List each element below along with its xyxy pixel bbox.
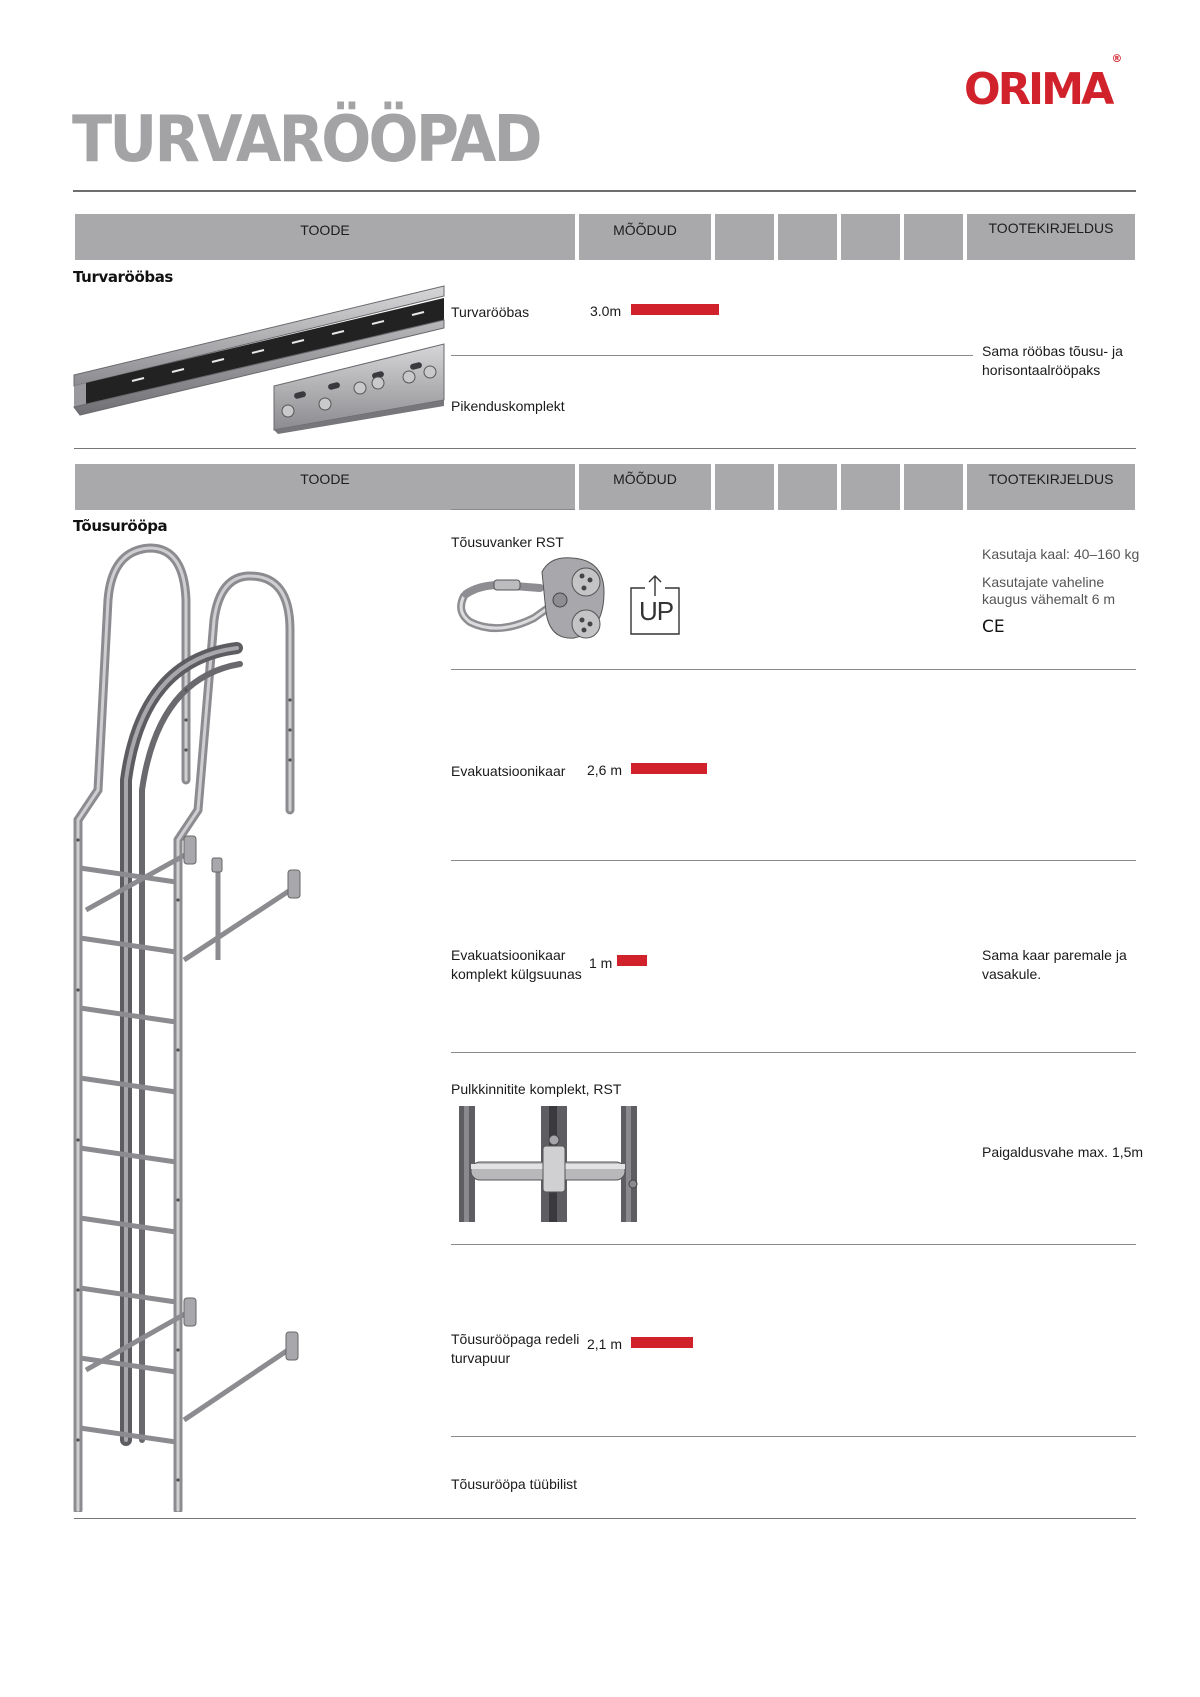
desc-weight: Kasutaja kaal: 40–160 kg xyxy=(982,546,1140,562)
item-name-tousuroopa-tuubilist: Tõusurööpa tüübilist xyxy=(451,1476,578,1492)
up-arrow-icon xyxy=(627,572,681,634)
header-cell-empty xyxy=(715,214,774,260)
row-divider xyxy=(451,1052,1136,1053)
header-underline xyxy=(451,509,575,510)
section1-description: Sama rööbas tõusu- ja horisontaalrööpaks xyxy=(982,343,1123,378)
item-size-evakuatsioonikaar: 2,6 m xyxy=(587,762,623,778)
section-title-turvaroobas: Turvarööbas xyxy=(73,268,173,286)
row-divider xyxy=(451,860,1136,861)
header-cell-empty xyxy=(904,214,963,260)
item-name-tousuvanker: Tõusuvanker RST xyxy=(451,534,564,550)
ladder-illustration xyxy=(72,540,332,1512)
desc-evakuatsioonikaar-komplekt: Sama kaar paremale ja vasakule. xyxy=(982,947,1127,982)
header-toode-label: TOODE xyxy=(300,471,350,487)
row-divider xyxy=(451,669,1136,670)
row-divider xyxy=(451,1244,1136,1245)
item-name-evakuatsioonikaar-komplekt: Evakuatsioonikaar komplekt külgsuunas xyxy=(451,947,582,982)
page-title: TURVARÖÖPAD xyxy=(72,103,540,177)
row-divider xyxy=(451,355,973,356)
ce-mark: CE xyxy=(982,617,1005,637)
item-size-turvapuur: 2,1 m xyxy=(587,1336,623,1352)
size-bar-evakuatsioonikaar xyxy=(631,763,707,774)
orima-logo xyxy=(964,52,1123,115)
header-cell-empty xyxy=(841,464,900,510)
header-cell-empty xyxy=(904,464,963,510)
size-bar-evakuatsioonikaar-komplekt xyxy=(617,955,647,966)
header-cell-empty xyxy=(715,464,774,510)
registered-mark: ® xyxy=(1111,52,1123,66)
item-name-pulkkinnitite-komplekt: Pulkkinnitite komplekt, RST xyxy=(451,1081,622,1097)
header-moodud-label: MÕÕDUD xyxy=(613,222,677,238)
desc-pulkkinnitite-komplekt: Paigaldusvahe max. 1,5m xyxy=(982,1144,1144,1160)
trolley-illustration xyxy=(454,552,610,646)
header-cell-empty xyxy=(778,464,837,510)
up-label: UP xyxy=(638,596,674,626)
header-kirjeldus-label: TOOTEKIRJELDUS xyxy=(988,220,1114,236)
section-divider-bottom xyxy=(74,1518,1136,1519)
section-divider xyxy=(74,448,1136,449)
size-bar-turvapuur xyxy=(631,1337,693,1348)
header-cell-empty xyxy=(778,214,837,260)
header-kirjeldus-label: TOOTEKIRJELDUS xyxy=(988,471,1114,487)
section-title-tousuroopa: Tõusurööpa xyxy=(73,517,168,535)
item-name-pikenduskomplekt: Pikenduskomplekt xyxy=(451,398,565,414)
header-toode-label: TOODE xyxy=(300,222,350,238)
desc-distance: Kasutajate vaheline kaugus vähemalt 6 m xyxy=(982,574,1116,607)
header-moodud-label: MÕÕDUD xyxy=(613,471,677,487)
logo-text: ORIMA xyxy=(964,64,1112,115)
header-cell-empty xyxy=(841,214,900,260)
item-name-turvapuur: Tõusurööpaga redeli turvapuur xyxy=(451,1331,580,1366)
item-size-turvaroobas: 3.0m xyxy=(590,303,622,319)
rail-illustration xyxy=(72,280,447,435)
row-divider xyxy=(451,1436,1136,1437)
item-size-evakuatsioonikaar-komplekt: 1 m xyxy=(589,955,613,971)
rung-clamp-illustration xyxy=(457,1106,639,1222)
size-bar-turvaroobas xyxy=(631,304,719,315)
item-name-evakuatsioonikaar: Evakuatsioonikaar xyxy=(451,763,566,779)
title-divider xyxy=(73,190,1136,192)
item-name-turvaroobas: Turvarööbas xyxy=(451,304,530,320)
